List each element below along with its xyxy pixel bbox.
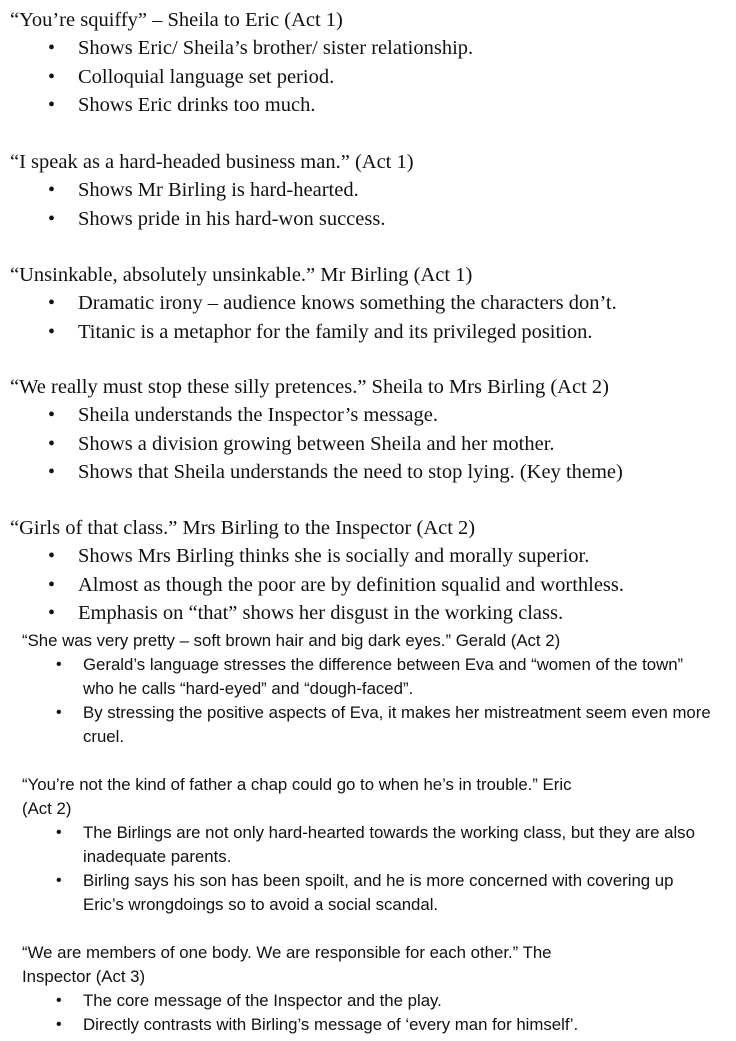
quote-heading: “We really must stop these silly pretences.” Sheila to Mrs Birling (Act 2) [10,376,609,398]
quote-heading: “Girls of that class.” Mrs Birling to the Inspector (Act 2) [10,517,476,539]
analysis-point: • Dramatic irony – audience knows something the characters don’t. [78,289,617,318]
analysis-list [83,821,713,917]
quote-heading: “She was very pretty – soft brown hair and big dark eyes.” Gerald (Act 2) [22,631,561,650]
quote-heading-continued: (Act 2) [22,799,72,818]
quote-heading: “We are members of one body. We are responsible for each other.” The [22,943,552,962]
quote-heading-continued: Inspector (Act 3) [22,967,146,986]
analysis-point: • Shows Eric drinks too much. [78,91,473,120]
quote-heading: “You’re squiffy” – Sheila to Eric (Act 1) [10,9,343,31]
quote-heading: “You’re not the kind of father a chap could go to when he’s in trouble.” Eric [22,775,572,794]
analysis-list [78,542,624,628]
analysis-point: • The Birlings are not only hard-hearted towards the working class, but they are also inadequate parents. [83,821,713,869]
analysis-point: • Shows a division growing between Sheila and her mother. [78,430,623,459]
analysis-list [83,989,713,1037]
analysis-point: • Directly contrasts with Birling’s message of ‘every man for himself’. [83,1013,713,1037]
analysis-list [78,176,385,233]
analysis-point: • Shows pride in his hard-won success. [78,205,385,234]
analysis-point: • Emphasis on “that” shows her disgust in the working class. [78,599,624,628]
analysis-point: • Shows that Sheila understands the need to stop lying. (Key theme) [78,458,623,487]
analysis-point: • Titanic is a metaphor for the family and its privileged position. [78,318,617,347]
analysis-list [83,653,713,749]
analysis-point: • By stressing the positive aspects of Eva, it makes her mistreatment seem even more cruel. [83,701,713,749]
analysis-point: • Colloquial language set period. [78,63,473,92]
quote-heading: “I speak as a hard-headed business man.” (Act 1) [10,151,414,173]
analysis-list [78,34,473,120]
quote-heading: “Unsinkable, absolutely unsinkable.” Mr Birling (Act 1) [10,264,473,286]
analysis-point: • Birling says his son has been spoilt, and he is more concerned with covering up Eric’s wrongdoings so to avoid a social scandal. [83,869,713,917]
analysis-point: • Sheila understands the Inspector’s message. [78,401,623,430]
analysis-point: • Shows Eric/ Sheila’s brother/ sister relationship. [78,34,473,63]
analysis-point: • The core message of the Inspector and the play. [83,989,713,1013]
analysis-list [78,289,617,346]
analysis-point: • Gerald’s language stresses the difference between Eva and “women of the town” who he calls “hard-eyed” and “dough-faced”. [83,653,713,701]
analysis-point: • Shows Mrs Birling thinks she is socially and morally superior. [78,542,624,571]
analysis-list [78,401,623,487]
analysis-point: • Almost as though the poor are by definition squalid and worthless. [78,571,624,600]
analysis-point: • Shows Mr Birling is hard-hearted. [78,176,385,205]
